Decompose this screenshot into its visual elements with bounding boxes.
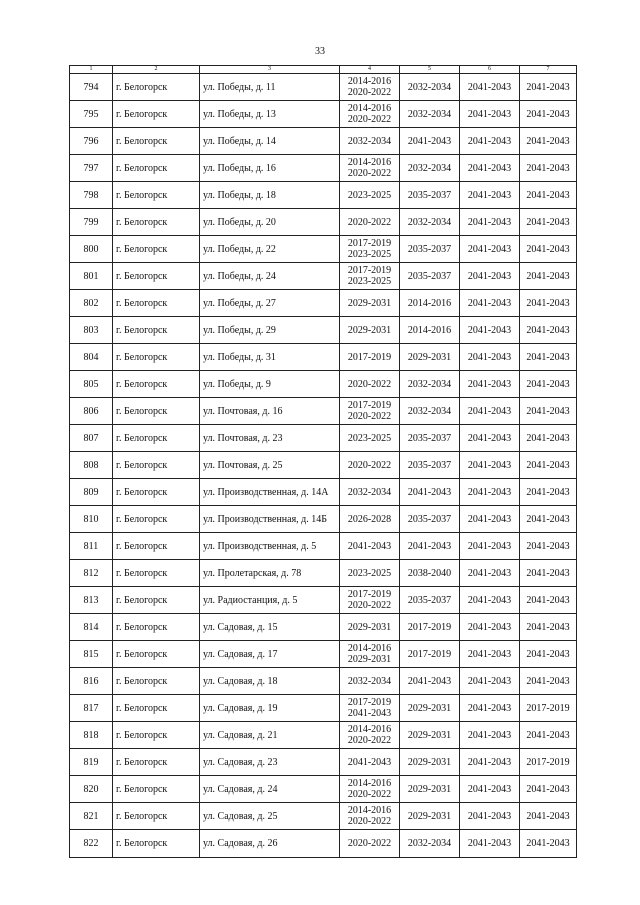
row-number-cell: 812 (70, 560, 113, 587)
table-header (70, 66, 577, 74)
row-number-cell: 801 (70, 263, 113, 290)
period-col6-cell: 2041-2043 (460, 641, 520, 668)
period-col4-cell (340, 101, 400, 128)
period-col6-cell: 2041-2043 (460, 506, 520, 533)
address-cell: ул. Производственная, д. 5 (200, 533, 340, 560)
address-cell: ул. Почтовая, д. 23 (200, 425, 340, 452)
period-col4-line: 2029-2031 (347, 297, 392, 309)
table-row (70, 722, 577, 749)
table-row (70, 128, 577, 155)
address-cell: ул. Победы, д. 11 (200, 74, 340, 101)
period-col7-cell: 2041-2043 (520, 668, 577, 695)
period-col5-cell: 2041-2043 (400, 479, 460, 506)
table-row (70, 155, 577, 182)
period-col5-cell: 2032-2034 (400, 101, 460, 128)
period-col5-cell: 2035-2037 (400, 587, 460, 614)
row-number-cell: 799 (70, 209, 113, 236)
period-col6-cell: 2041-2043 (460, 155, 520, 182)
row-number-cell: 817 (70, 695, 113, 722)
period-col7-cell: 2041-2043 (520, 560, 577, 587)
header-col-2: 2 (113, 66, 200, 74)
period-col4-line: 2032-2034 (347, 486, 392, 498)
address-cell: ул. Почтовая, д. 16 (200, 398, 340, 425)
table-row (70, 290, 577, 317)
period-col4-cell (340, 614, 400, 641)
city-cell: г. Белогорск (113, 641, 200, 668)
period-col4-line: 2020-2022 (347, 411, 392, 422)
period-col4-cell (340, 317, 400, 344)
row-number-cell: 809 (70, 479, 113, 506)
table-row (70, 587, 577, 614)
period-col7-cell: 2041-2043 (520, 344, 577, 371)
period-col7-cell: 2041-2043 (520, 722, 577, 749)
header-col-3: 3 (200, 66, 340, 74)
period-col7-cell: 2017-2019 (520, 695, 577, 722)
period-col6-cell: 2041-2043 (460, 236, 520, 263)
period-col4-cell (340, 560, 400, 587)
period-col7-cell: 2041-2043 (520, 398, 577, 425)
period-col7-cell: 2041-2043 (520, 614, 577, 641)
row-number-cell: 808 (70, 452, 113, 479)
row-number-cell: 804 (70, 344, 113, 371)
period-col6-cell: 2041-2043 (460, 452, 520, 479)
address-cell: ул. Пролетарская, д. 78 (200, 560, 340, 587)
row-number-cell: 811 (70, 533, 113, 560)
period-col4-line: 2023-2025 (347, 276, 392, 287)
table-row (70, 560, 577, 587)
period-col4-line: 2032-2034 (347, 135, 392, 147)
address-cell: ул. Победы, д. 18 (200, 182, 340, 209)
address-cell: ул. Садовая, д. 19 (200, 695, 340, 722)
period-col4-line: 2020-2022 (347, 789, 392, 800)
period-col4-line: 2017-2019 (347, 351, 392, 363)
period-col5-cell: 2029-2031 (400, 695, 460, 722)
row-number-cell: 818 (70, 722, 113, 749)
period-col6-cell: 2041-2043 (460, 749, 520, 776)
city-cell: г. Белогорск (113, 506, 200, 533)
period-col7-cell: 2017-2019 (520, 749, 577, 776)
period-col6-cell: 2041-2043 (460, 182, 520, 209)
period-col6-cell: 2041-2043 (460, 371, 520, 398)
period-col5-cell: 2029-2031 (400, 803, 460, 830)
period-col4-line: 2026-2028 (347, 513, 392, 525)
period-col5-cell: 2038-2040 (400, 560, 460, 587)
table-body (70, 74, 577, 858)
period-col4-cell (340, 641, 400, 668)
address-cell: ул. Радиостанция, д. 5 (200, 587, 340, 614)
table-row (70, 695, 577, 722)
period-col4-line: 2017-2019 (347, 265, 392, 276)
city-cell: г. Белогорск (113, 155, 200, 182)
row-number-cell: 794 (70, 74, 113, 101)
table-row (70, 182, 577, 209)
city-cell: г. Белогорск (113, 344, 200, 371)
period-col4-cell (340, 452, 400, 479)
city-cell: г. Белогорск (113, 398, 200, 425)
header-col-4: 4 (340, 66, 400, 74)
period-col7-cell: 2041-2043 (520, 74, 577, 101)
city-cell: г. Белогорск (113, 452, 200, 479)
city-cell: г. Белогорск (113, 128, 200, 155)
row-number-cell: 816 (70, 668, 113, 695)
period-col4-cell (340, 236, 400, 263)
city-cell: г. Белогорск (113, 182, 200, 209)
city-cell: г. Белогорск (113, 425, 200, 452)
row-number-cell: 803 (70, 317, 113, 344)
city-cell: г. Белогорск (113, 263, 200, 290)
period-col7-cell: 2041-2043 (520, 641, 577, 668)
period-col6-cell: 2041-2043 (460, 398, 520, 425)
period-col4-cell (340, 290, 400, 317)
header-col-6: 6 (460, 66, 520, 74)
period-col7-cell: 2041-2043 (520, 263, 577, 290)
period-col4-line: 2020-2022 (347, 459, 392, 471)
city-cell: г. Белогорск (113, 776, 200, 803)
period-col5-cell: 2017-2019 (400, 641, 460, 668)
table-row (70, 344, 577, 371)
period-col4-cell (340, 830, 400, 858)
period-col5-cell: 2041-2043 (400, 533, 460, 560)
address-cell: ул. Садовая, д. 21 (200, 722, 340, 749)
period-col6-cell: 2041-2043 (460, 533, 520, 560)
period-col6-cell: 2041-2043 (460, 344, 520, 371)
period-col5-cell: 2035-2037 (400, 263, 460, 290)
table-row (70, 533, 577, 560)
period-col5-cell: 2032-2034 (400, 398, 460, 425)
period-col7-cell: 2041-2043 (520, 803, 577, 830)
period-col4-cell (340, 479, 400, 506)
table-row (70, 263, 577, 290)
period-col4-line: 2023-2025 (347, 567, 392, 579)
table-row (70, 641, 577, 668)
period-col4-line: 2014-2016 (347, 805, 392, 816)
table-row (70, 506, 577, 533)
header-row (70, 66, 577, 74)
table-row (70, 317, 577, 344)
city-cell: г. Белогорск (113, 560, 200, 587)
period-col4-line: 2023-2025 (347, 189, 392, 201)
row-number-cell: 821 (70, 803, 113, 830)
period-col7-cell: 2041-2043 (520, 182, 577, 209)
row-number-cell: 810 (70, 506, 113, 533)
period-col6-cell: 2041-2043 (460, 830, 520, 858)
period-col5-cell: 2032-2034 (400, 155, 460, 182)
period-col5-cell: 2029-2031 (400, 344, 460, 371)
period-col5-cell: 2035-2037 (400, 506, 460, 533)
period-col7-cell: 2041-2043 (520, 236, 577, 263)
city-cell: г. Белогорск (113, 533, 200, 560)
city-cell: г. Белогорск (113, 722, 200, 749)
period-col4-cell (340, 749, 400, 776)
period-col5-cell: 2032-2034 (400, 371, 460, 398)
period-col5-cell: 2029-2031 (400, 776, 460, 803)
header-col-7: 7 (520, 66, 577, 74)
row-number-cell: 807 (70, 425, 113, 452)
header-col-5: 5 (400, 66, 460, 74)
period-col6-cell: 2041-2043 (460, 803, 520, 830)
period-col4-line: 2023-2025 (347, 432, 392, 444)
period-col5-cell: 2029-2031 (400, 749, 460, 776)
period-col5-cell: 2032-2034 (400, 74, 460, 101)
city-cell: г. Белогорск (113, 101, 200, 128)
period-col7-cell: 2041-2043 (520, 452, 577, 479)
city-cell: г. Белогорск (113, 236, 200, 263)
period-col7-cell: 2041-2043 (520, 533, 577, 560)
page-number: 33 (315, 46, 325, 57)
period-col5-cell: 2017-2019 (400, 614, 460, 641)
period-col6-cell: 2041-2043 (460, 74, 520, 101)
period-col5-cell: 2014-2016 (400, 290, 460, 317)
period-col6-cell: 2041-2043 (460, 614, 520, 641)
address-cell: ул. Садовая, д. 15 (200, 614, 340, 641)
row-number-cell: 802 (70, 290, 113, 317)
period-col4-cell (340, 155, 400, 182)
period-col7-cell: 2041-2043 (520, 317, 577, 344)
row-number-cell: 815 (70, 641, 113, 668)
period-col6-cell: 2041-2043 (460, 209, 520, 236)
period-col7-cell: 2041-2043 (520, 209, 577, 236)
period-col4-line: 2014-2016 (347, 157, 392, 168)
city-cell: г. Белогорск (113, 749, 200, 776)
period-col6-cell: 2041-2043 (460, 560, 520, 587)
address-cell: ул. Садовая, д. 25 (200, 803, 340, 830)
period-col4-line: 2020-2022 (347, 735, 392, 746)
city-cell: г. Белогорск (113, 587, 200, 614)
table-row (70, 101, 577, 128)
period-col4-line: 2017-2019 (347, 697, 392, 708)
address-cell: ул. Победы, д. 29 (200, 317, 340, 344)
address-cell: ул. Садовая, д. 26 (200, 830, 340, 858)
period-col4-line: 2023-2025 (347, 249, 392, 260)
period-col4-line: 2029-2031 (347, 654, 392, 665)
table-row (70, 749, 577, 776)
period-col7-cell: 2041-2043 (520, 587, 577, 614)
table-row (70, 371, 577, 398)
table-row (70, 74, 577, 101)
period-col4-line: 2020-2022 (347, 168, 392, 179)
schedule-table (69, 65, 577, 858)
table-row (70, 209, 577, 236)
period-col6-cell: 2041-2043 (460, 128, 520, 155)
address-cell: ул. Садовая, д. 17 (200, 641, 340, 668)
city-cell: г. Белогорск (113, 74, 200, 101)
row-number-cell: 805 (70, 371, 113, 398)
period-col4-cell (340, 74, 400, 101)
period-col4-line: 2020-2022 (347, 378, 392, 390)
address-cell: ул. Победы, д. 24 (200, 263, 340, 290)
city-cell: г. Белогорск (113, 479, 200, 506)
address-cell: ул. Победы, д. 31 (200, 344, 340, 371)
period-col5-cell: 2014-2016 (400, 317, 460, 344)
period-col5-cell: 2041-2043 (400, 668, 460, 695)
period-col7-cell: 2041-2043 (520, 128, 577, 155)
period-col4-line: 2014-2016 (347, 724, 392, 735)
period-col7-cell: 2041-2043 (520, 290, 577, 317)
address-cell: ул. Почтовая, д. 25 (200, 452, 340, 479)
address-cell: ул. Победы, д. 14 (200, 128, 340, 155)
address-cell: ул. Производственная, д. 14А (200, 479, 340, 506)
period-col4-line: 2017-2019 (347, 400, 392, 411)
row-number-cell: 813 (70, 587, 113, 614)
period-col4-cell (340, 398, 400, 425)
period-col4-cell (340, 587, 400, 614)
period-col4-cell (340, 263, 400, 290)
address-cell: ул. Победы, д. 22 (200, 236, 340, 263)
city-cell: г. Белогорск (113, 830, 200, 858)
period-col7-cell: 2041-2043 (520, 776, 577, 803)
period-col4-line: 2017-2019 (347, 589, 392, 600)
period-col6-cell: 2041-2043 (460, 722, 520, 749)
period-col4-line: 2014-2016 (347, 778, 392, 789)
period-col7-cell: 2041-2043 (520, 371, 577, 398)
address-cell: ул. Победы, д. 16 (200, 155, 340, 182)
period-col5-cell: 2032-2034 (400, 209, 460, 236)
table-row (70, 236, 577, 263)
city-cell: г. Белогорск (113, 209, 200, 236)
period-col4-cell (340, 695, 400, 722)
period-col4-cell (340, 209, 400, 236)
table-row (70, 452, 577, 479)
table-row (70, 776, 577, 803)
period-col5-cell: 2035-2037 (400, 236, 460, 263)
period-col4-cell (340, 722, 400, 749)
period-col4-cell (340, 776, 400, 803)
period-col7-cell: 2041-2043 (520, 479, 577, 506)
period-col4-cell (340, 803, 400, 830)
table-row (70, 830, 577, 858)
address-cell: ул. Садовая, д. 24 (200, 776, 340, 803)
period-col5-cell: 2035-2037 (400, 452, 460, 479)
period-col5-cell: 2029-2031 (400, 722, 460, 749)
period-col4-line: 2029-2031 (347, 324, 392, 336)
address-cell: ул. Садовая, д. 18 (200, 668, 340, 695)
address-cell: ул. Победы, д. 9 (200, 371, 340, 398)
period-col6-cell: 2041-2043 (460, 317, 520, 344)
period-col4-line: 2020-2022 (347, 816, 392, 827)
period-col4-cell (340, 182, 400, 209)
period-col4-line: 2020-2022 (347, 114, 392, 125)
period-col5-cell: 2035-2037 (400, 425, 460, 452)
table-row (70, 398, 577, 425)
period-col4-line: 2032-2034 (347, 675, 392, 687)
period-col4-line: 2014-2016 (347, 76, 392, 87)
table-row (70, 803, 577, 830)
row-number-cell: 795 (70, 101, 113, 128)
period-col5-cell: 2035-2037 (400, 182, 460, 209)
period-col6-cell: 2041-2043 (460, 776, 520, 803)
row-number-cell: 814 (70, 614, 113, 641)
city-cell: г. Белогорск (113, 290, 200, 317)
city-cell: г. Белогорск (113, 803, 200, 830)
period-col4-cell (340, 668, 400, 695)
row-number-cell: 800 (70, 236, 113, 263)
period-col6-cell: 2041-2043 (460, 668, 520, 695)
period-col4-line: 2029-2031 (347, 621, 392, 633)
city-cell: г. Белогорск (113, 614, 200, 641)
row-number-cell: 819 (70, 749, 113, 776)
period-col4-cell (340, 533, 400, 560)
period-col7-cell: 2041-2043 (520, 506, 577, 533)
address-cell: ул. Садовая, д. 23 (200, 749, 340, 776)
period-col4-line: 2020-2022 (347, 600, 392, 611)
city-cell: г. Белогорск (113, 317, 200, 344)
period-col6-cell: 2041-2043 (460, 263, 520, 290)
table-row (70, 425, 577, 452)
period-col4-cell (340, 344, 400, 371)
period-col4-line: 2041-2043 (347, 708, 392, 719)
period-col6-cell: 2041-2043 (460, 695, 520, 722)
period-col4-line: 2014-2016 (347, 643, 392, 654)
address-cell: ул. Победы, д. 27 (200, 290, 340, 317)
period-col6-cell: 2041-2043 (460, 101, 520, 128)
period-col5-cell: 2041-2043 (400, 128, 460, 155)
period-col6-cell: 2041-2043 (460, 425, 520, 452)
address-cell: ул. Победы, д. 13 (200, 101, 340, 128)
table-row (70, 614, 577, 641)
row-number-cell: 796 (70, 128, 113, 155)
row-number-cell: 806 (70, 398, 113, 425)
city-cell: г. Белогорск (113, 668, 200, 695)
row-number-cell: 822 (70, 830, 113, 858)
period-col7-cell: 2041-2043 (520, 155, 577, 182)
period-col4-line: 2017-2019 (347, 238, 392, 249)
period-col4-cell (340, 371, 400, 398)
period-col4-line: 2014-2016 (347, 103, 392, 114)
table-row (70, 479, 577, 506)
period-col5-cell: 2032-2034 (400, 830, 460, 858)
table-row (70, 668, 577, 695)
row-number-cell: 797 (70, 155, 113, 182)
period-col4-line: 2020-2022 (347, 87, 392, 98)
period-col4-line: 2041-2043 (347, 756, 392, 768)
row-number-cell: 820 (70, 776, 113, 803)
period-col6-cell: 2041-2043 (460, 479, 520, 506)
period-col4-cell (340, 425, 400, 452)
period-col4-cell (340, 128, 400, 155)
period-col7-cell: 2041-2043 (520, 830, 577, 858)
period-col4-line: 2020-2022 (347, 838, 392, 849)
period-col4-line: 2041-2043 (347, 540, 392, 552)
period-col6-cell: 2041-2043 (460, 290, 520, 317)
header-col-1: 1 (70, 66, 113, 74)
period-col4-line: 2020-2022 (347, 216, 392, 228)
row-number-cell: 798 (70, 182, 113, 209)
period-col7-cell: 2041-2043 (520, 425, 577, 452)
city-cell: г. Белогорск (113, 695, 200, 722)
address-cell: ул. Победы, д. 20 (200, 209, 340, 236)
period-col6-cell: 2041-2043 (460, 587, 520, 614)
city-cell: г. Белогорск (113, 371, 200, 398)
period-col7-cell: 2041-2043 (520, 101, 577, 128)
address-cell: ул. Производственная, д. 14Б (200, 506, 340, 533)
period-col4-cell (340, 506, 400, 533)
